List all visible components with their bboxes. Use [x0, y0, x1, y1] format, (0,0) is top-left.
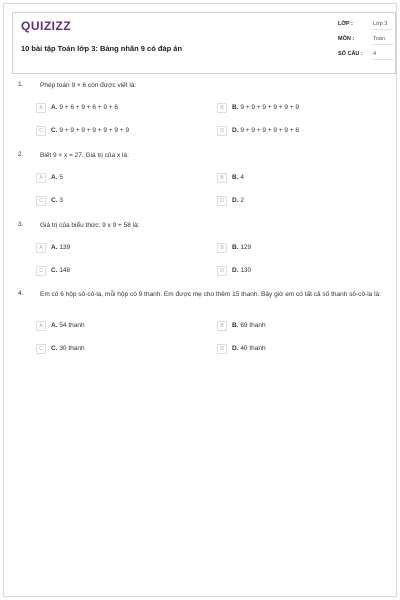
option-prefix: D.	[232, 197, 239, 204]
option-prefix: B.	[232, 174, 239, 181]
option-letter-box: D	[217, 126, 227, 136]
option-letter-box: C	[36, 126, 46, 136]
question-number: 3.	[18, 221, 24, 228]
option-prefix: D.	[232, 127, 239, 134]
question-text: Em có 6 hộp sô-cô-la, mỗi hộp có 9 thanh. Em được mẹ cho thêm 15 thanh. Bây giờ em có tất cả số thanh sô-cô-la là:	[40, 291, 381, 298]
option-prefix: D.	[232, 345, 239, 352]
option-letter-box: C	[36, 266, 46, 276]
option-text: 30 thanh	[59, 345, 85, 352]
option-text: 4	[240, 174, 244, 181]
option-letter-box: A	[36, 321, 46, 331]
option-prefix: A.	[51, 244, 58, 251]
option-text: 69 thanh	[240, 322, 266, 329]
option-letter-box: D	[217, 196, 227, 206]
question-number: 4.	[18, 290, 24, 297]
option-text: 9 + 9 + 9 + 9 + 9 + 9	[240, 104, 300, 111]
option-prefix: C.	[51, 345, 58, 352]
option-prefix: C.	[51, 197, 58, 204]
meta-subject-value: Toán	[373, 36, 393, 45]
quizizz-logo: QUIZIZZ	[21, 19, 72, 33]
option-text: 9 + 9 + 9 + 9 + 9 + 9 + 9	[59, 127, 130, 134]
question-text: Phép toán 9 × 6 còn được viết là:	[40, 82, 137, 89]
option-letter-box: A	[36, 103, 46, 113]
question-text: Biết 9 × x = 27. Giá trị của x là:	[40, 152, 129, 159]
meta-grade-label: LỚP :	[338, 21, 353, 27]
option-letter-box: B	[217, 103, 227, 113]
option-text: 2	[240, 197, 244, 204]
option-prefix: B.	[232, 244, 239, 251]
option-letter-box: A	[36, 173, 46, 183]
question-text: Giá trị của biểu thức: 9 x 9 + 58 là:	[40, 222, 140, 229]
option-prefix: D.	[232, 267, 239, 274]
meta-grade-value: Lớp 3	[373, 21, 393, 30]
worksheet-page	[3, 3, 397, 597]
option-text: 139	[59, 244, 71, 251]
option-text: 54 thanh	[59, 322, 85, 329]
option-prefix: C.	[51, 127, 58, 134]
meta-question-count-label: SỐ CÂU :	[338, 51, 363, 57]
option-letter-box: C	[36, 344, 46, 354]
option-prefix: B.	[232, 104, 239, 111]
option-prefix: A.	[51, 322, 58, 329]
option-prefix: C.	[51, 267, 58, 274]
option-letter-box: C	[36, 196, 46, 206]
meta-question-count-value: 4	[373, 51, 393, 60]
question-number: 2.	[18, 151, 24, 158]
option-text: 3	[59, 197, 63, 204]
option-text: 40 thanh	[240, 345, 266, 352]
option-text: 5	[59, 174, 63, 181]
option-letter-box: D	[217, 344, 227, 354]
question-number: 1.	[18, 81, 24, 88]
option-text: 130	[240, 267, 252, 274]
worksheet-title: 10 bài tập Toán lớp 3: Bảng nhân 9 có đáp án	[21, 44, 183, 53]
option-text: 9 + 9 + 9 + 9 + 9 + 6	[240, 127, 300, 134]
option-prefix: B.	[232, 322, 239, 329]
option-text: 148	[59, 267, 71, 274]
option-letter-box: B	[217, 321, 227, 331]
option-letter-box: B	[217, 173, 227, 183]
option-text: 9 + 6 + 9 + 6 + 9 + 6	[59, 104, 119, 111]
option-letter-box: D	[217, 266, 227, 276]
option-prefix: A.	[51, 174, 58, 181]
worksheet-header	[12, 12, 396, 74]
option-letter-box: A	[36, 243, 46, 253]
option-text: 129	[240, 244, 252, 251]
option-letter-box: B	[217, 243, 227, 253]
option-prefix: A.	[51, 104, 58, 111]
meta-subject-label: MÔN :	[338, 36, 355, 42]
